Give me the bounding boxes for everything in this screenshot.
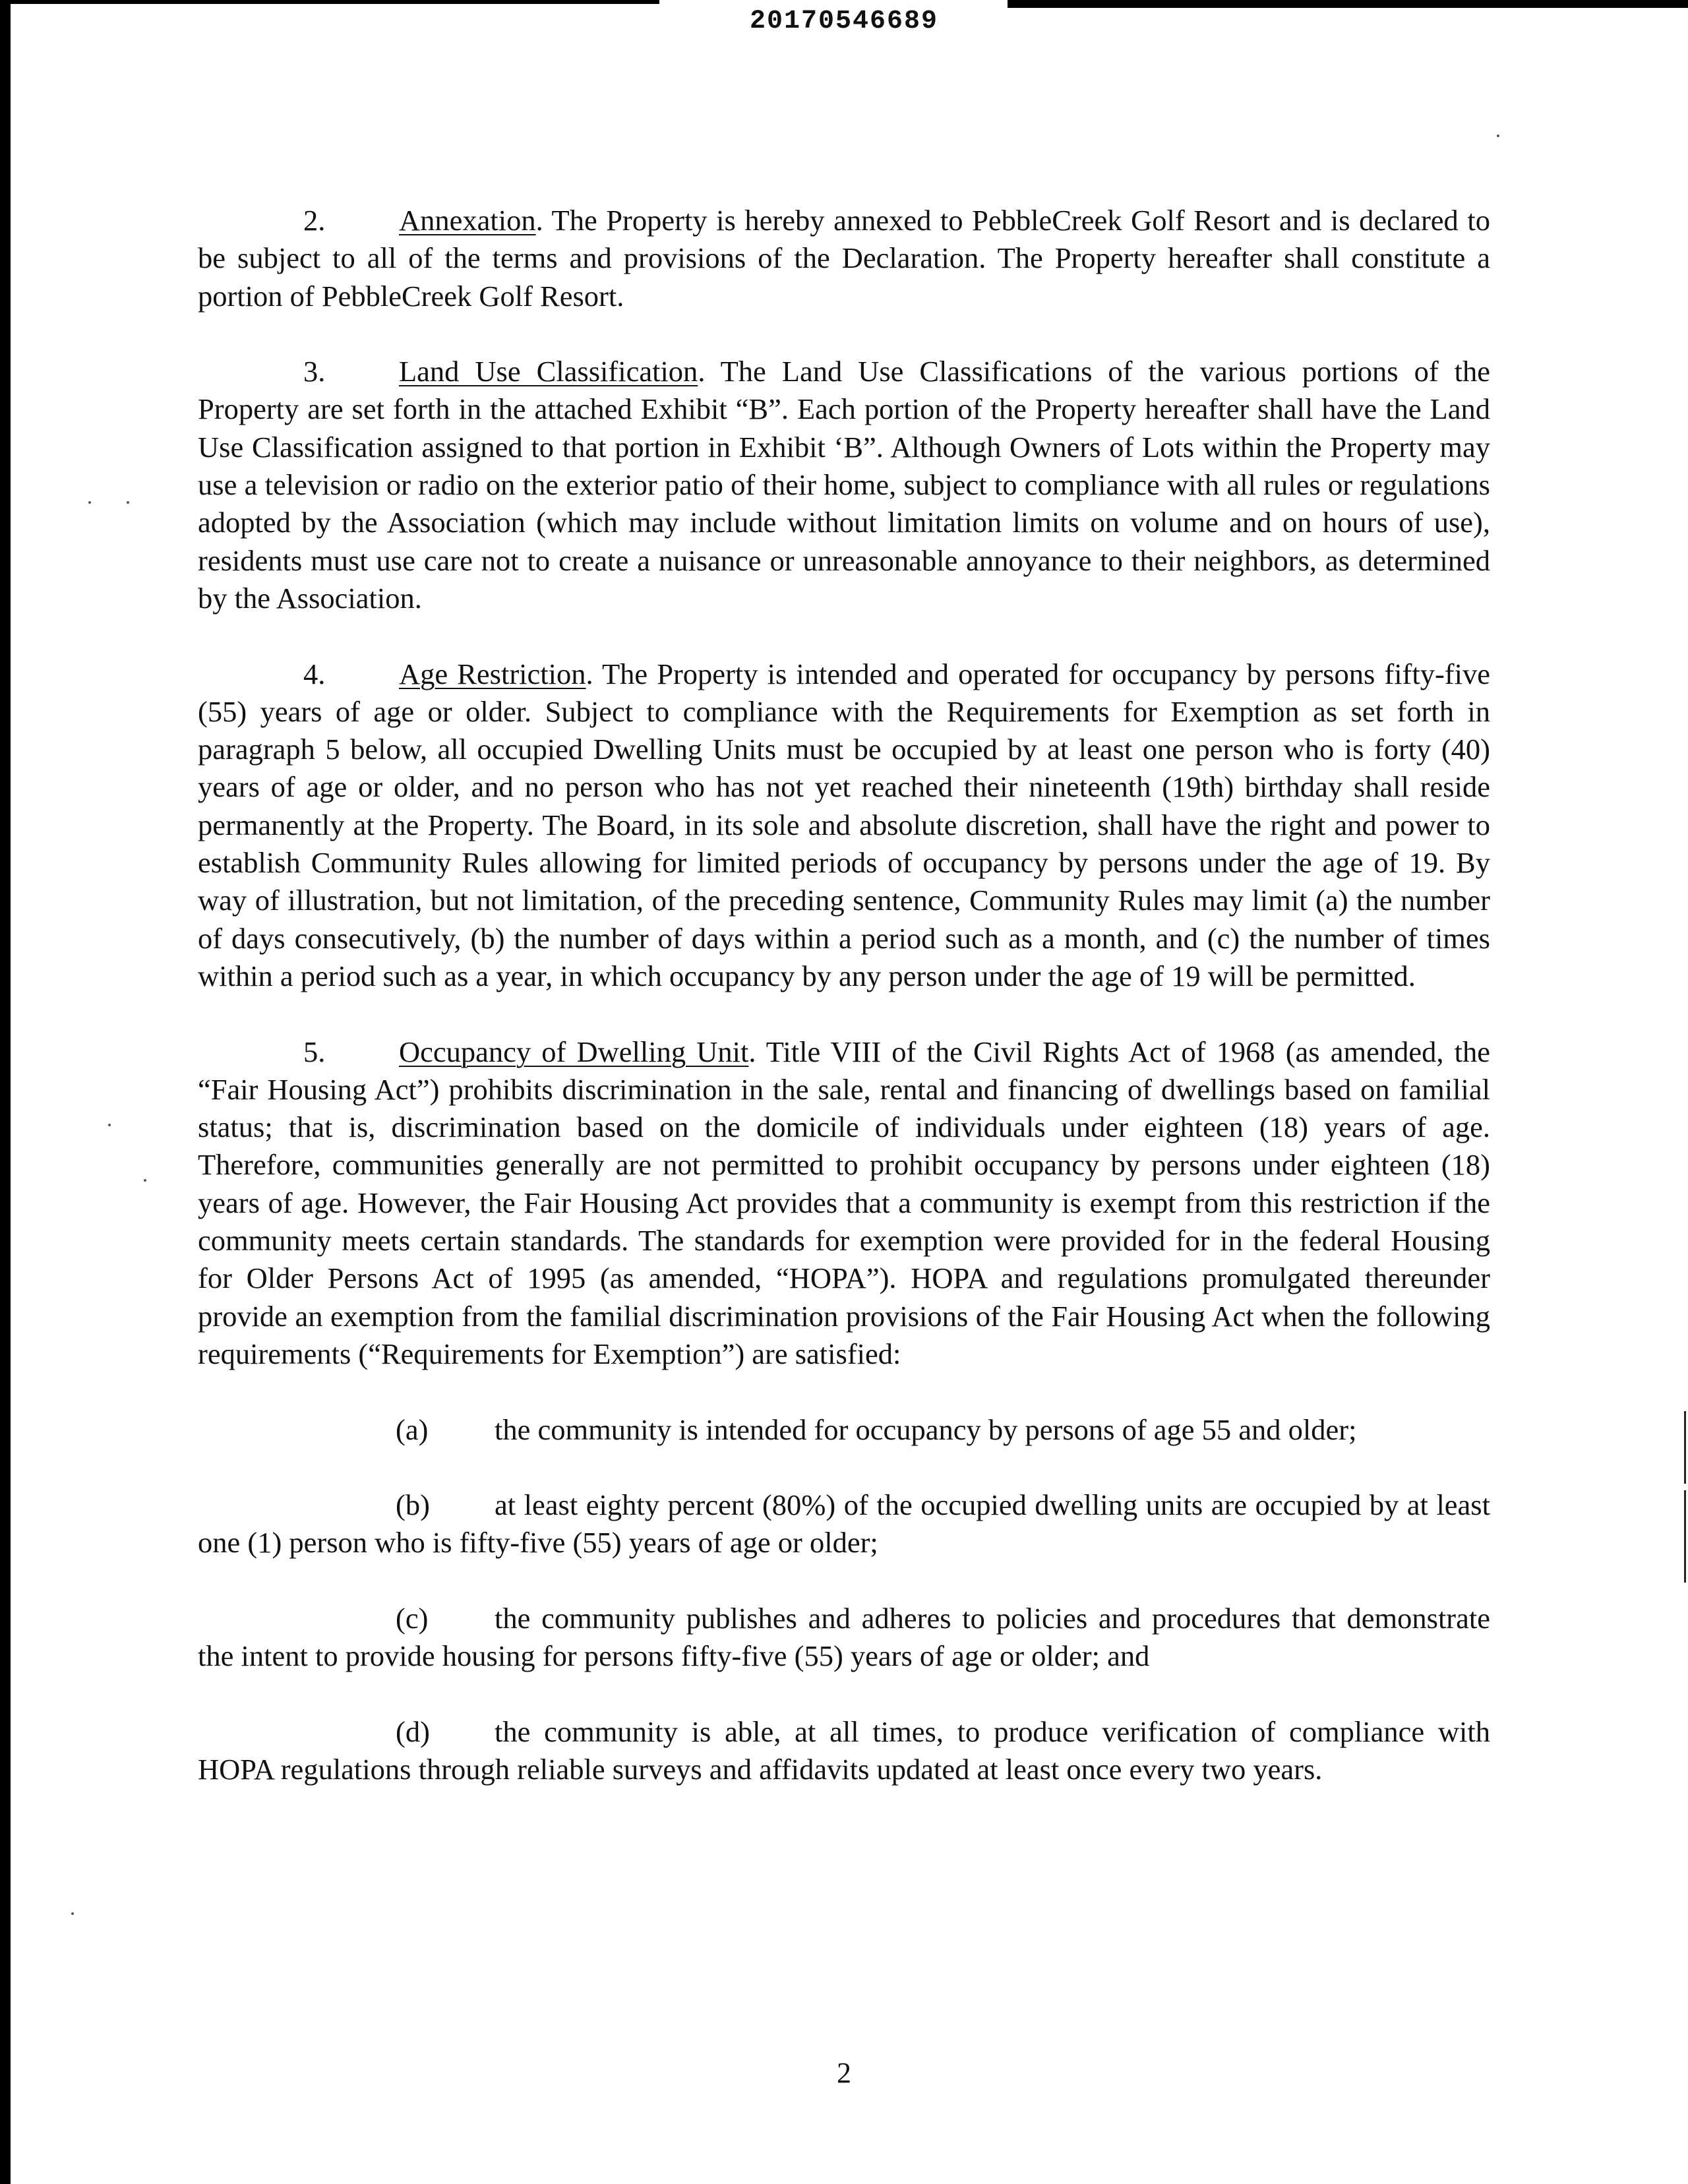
scan-left-border — [0, 0, 11, 2184]
section-land-use-classification — [198, 353, 1490, 617]
scan-speck — [88, 501, 91, 504]
section-title-punctuation: . — [535, 204, 543, 237]
requirement-label: (a) — [396, 1412, 429, 1446]
requirement-text: at least eighty percent (80%) of the occupied dwelling units are occupied by at least one (1) person who is fifty-five (55) years of age or older; — [198, 1488, 1490, 1560]
scan-right-mark — [1684, 1411, 1686, 1484]
section-number: 3. — [303, 355, 326, 388]
scan-speck — [127, 501, 129, 504]
section-title: Occupancy of Dwelling Unit — [399, 1035, 749, 1068]
requirement-c — [198, 1600, 1490, 1676]
section-text: The Property is intended and operated for occupancy by persons fifty-five (55) years of age or older. Subject to compliance with the Requirements for Exemption as set forth in paragraph 5 below, all occupied Dwelling Units must be occupied by at least one person who is forty (40) years of age or older, and no person who has not yet reached their nineteenth (19th) birthday shall reside permanently at the Property. The Board, in its sole and absolute discretion, shall have the right and power to establish Community Rules allowing for limited periods of occupancy by persons under the age of 19. By way of illustration, but not limitation, of the preceding sentence, Community Rules may limit (a) the number of days consecutively, (b) the number of days within a period such as a month, and (c) the number of times within a period such as a year, in which occupancy by any person under the age of 19 will be permitted. — [198, 657, 1490, 992]
scan-top-bar-left — [0, 0, 659, 4]
section-text: Title VIII of the Civil Rights Act of 1968 (as amended, the “Fair Housing Act”) prohibits discrimination in the sale, rental and financing of dwellings based on familial status; that is, discrimination based on the domicile of individuals under eighteen (18) years of age. Therefore, communities generally are not permitted to prohibit occupancy by persons under eighteen (18) years of age. However, the Fair Housing Act provides that a community is exempt from this restriction if the community meets certain standards. The standards for exemption were provided for in the federal Housing for Older Persons Act of 1995 (as amended, “HOPA”). HOPA and regulations promulgated thereunder provide an exemption from the familial discrimination provisions of the Fair Housing Act when the following requirements (“Requirements for Exemption”) are satisfied: — [198, 1035, 1490, 1370]
section-age-restriction — [198, 655, 1490, 996]
scan-speck — [1497, 135, 1499, 137]
requirement-text: the community is intended for occupancy by persons of age 55 and older; — [495, 1412, 1357, 1446]
section-number: 5. — [303, 1035, 326, 1068]
requirement-label: (d) — [396, 1714, 430, 1748]
section-text: The Land Use Classifications of the various portions of the Property are set forth in the attached Exhibit “B”. Each portion of the Property hereafter shall have the Land Use Classification assigned to that portion in Exhibit ‘B”. Although Owners of Lots within the Property may use a television or radio on the exterior patio of their home, subject to compliance with all rules or regulations adopted by the Association (which may include without limitation limits on volume and on hours of use), residents must use care not to create a nuisance or unreasonable annoyance to their neighbors, as determined by the Association. — [198, 355, 1490, 615]
section-number: 4. — [303, 657, 326, 690]
section-text: The Property is hereby annexed to PebbleCreek Golf Resort and is declared to be subject to all of the terms and provisions of the Declaration. The Property hereafter shall constitute a portion of PebbleCreek Golf Resort. — [198, 204, 1490, 313]
scan-speck — [108, 1124, 111, 1126]
section-title-punctuation: . — [586, 657, 593, 690]
requirement-label: (b) — [396, 1488, 430, 1522]
requirement-text: the community publishes and adheres to policies and procedures that demonstrate the intent to provide housing for persons fifty-five (55) years of age or older; and — [198, 1601, 1490, 1673]
scan-speck — [144, 1179, 146, 1182]
requirement-text: the community is able, at all times, to produce verification of compliance with HOPA regulations through reliable surveys and affidavits updated at least once every two years. — [198, 1714, 1490, 1786]
document-body — [198, 202, 1490, 1827]
requirement-b — [198, 1486, 1490, 1562]
section-number: 2. — [303, 204, 326, 237]
section-title: Land Use Classification — [399, 355, 698, 388]
requirement-label: (c) — [396, 1601, 429, 1635]
section-title-punctuation: . — [748, 1035, 756, 1068]
section-occupancy-of-dwelling-unit — [198, 1033, 1490, 1374]
section-title-punctuation: . — [698, 355, 706, 388]
section-annexation — [198, 202, 1490, 315]
requirement-d — [198, 1713, 1490, 1789]
section-title: Annexation — [399, 204, 536, 237]
scan-speck — [71, 1912, 74, 1915]
scan-right-mark — [1684, 1490, 1686, 1583]
page-number: 2 — [837, 2057, 851, 2089]
section-title: Age Restriction — [399, 657, 586, 690]
requirement-a — [198, 1411, 1490, 1449]
document-number: 20170546689 — [749, 7, 939, 36]
